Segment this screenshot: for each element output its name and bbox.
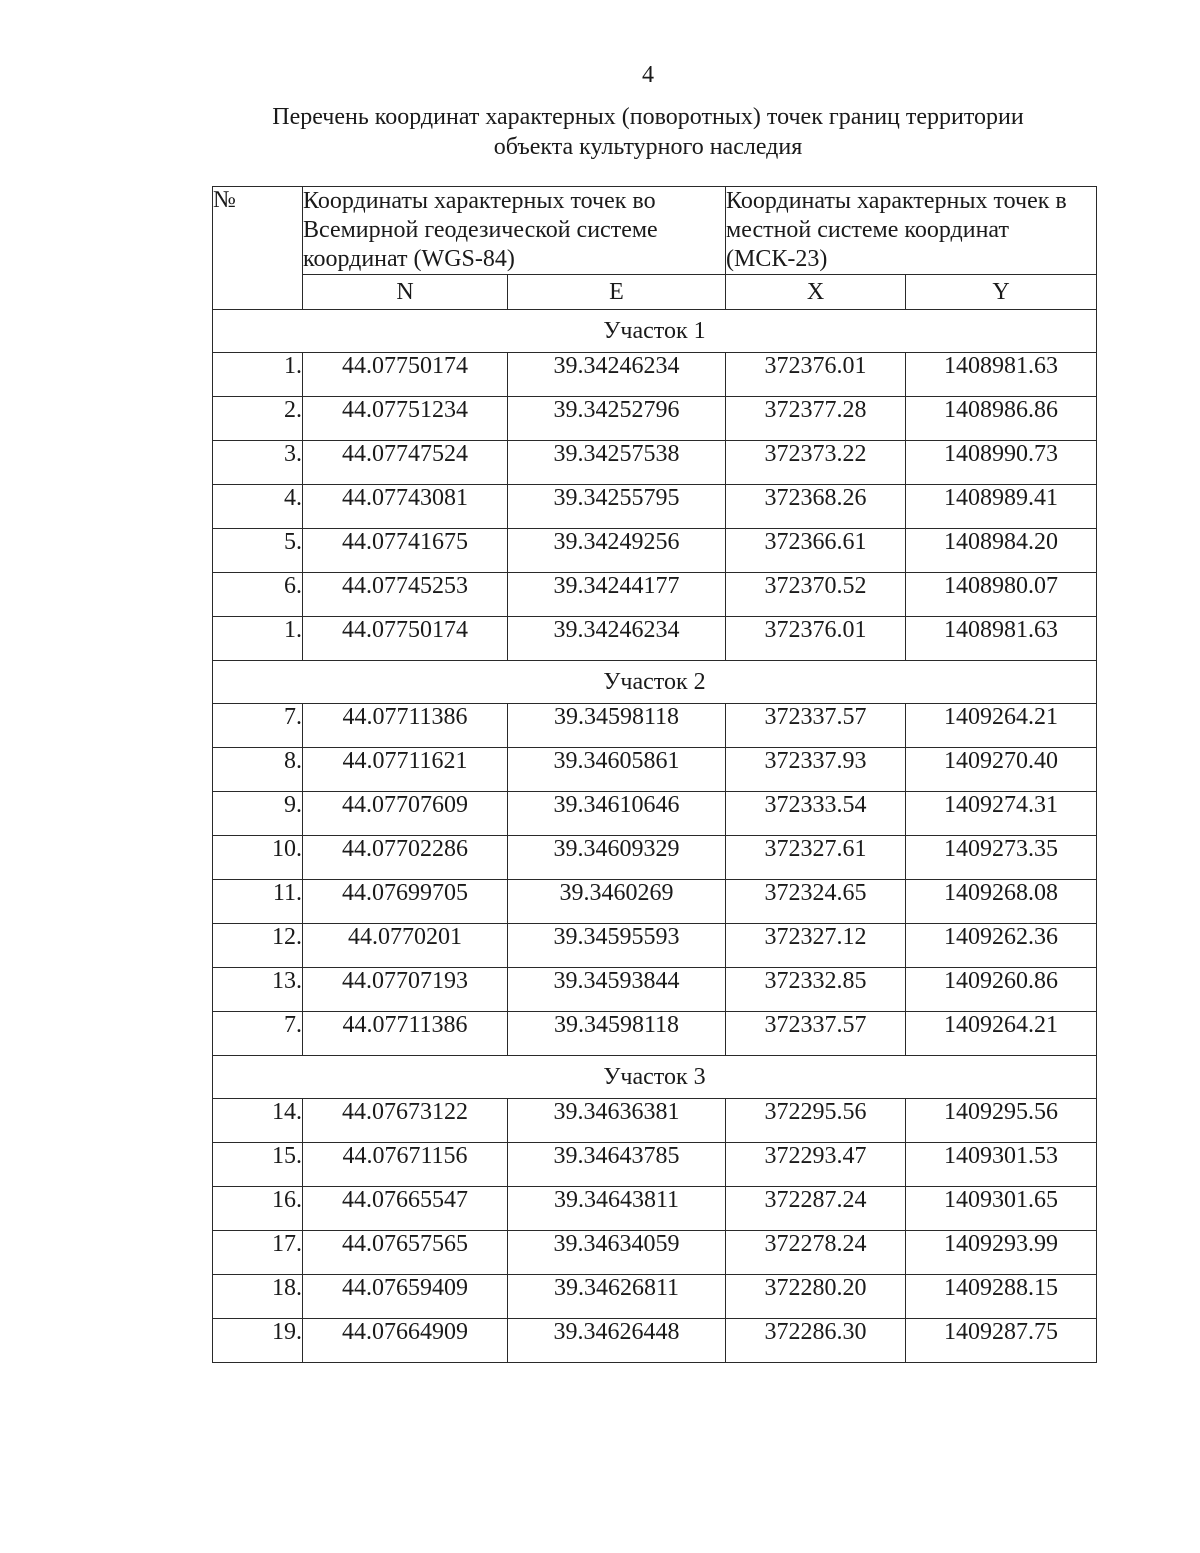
wgs-n-value: 44.07751234	[303, 397, 508, 441]
wgs-n-value: 44.07673122	[303, 1099, 508, 1143]
wgs-n-value: 44.07743081	[303, 485, 508, 529]
table-row	[213, 704, 1097, 748]
table-row	[213, 353, 1097, 397]
table-row	[213, 529, 1097, 573]
section-title: Участок 3	[213, 1056, 1097, 1099]
wgs-n-value: 44.07664909	[303, 1319, 508, 1363]
wgs-e-value: 39.34244177	[508, 573, 726, 617]
point-number: 11.	[213, 880, 303, 924]
wgs-n-value: 44.07711386	[303, 704, 508, 748]
table-row	[213, 748, 1097, 792]
wgs-e-value: 39.34610646	[508, 792, 726, 836]
point-number: 9.	[213, 792, 303, 836]
wgs-e-value: 39.34636381	[508, 1099, 726, 1143]
section-title: Участок 1	[213, 310, 1097, 353]
wgs-n-value: 44.07659409	[303, 1275, 508, 1319]
msk-y-value: 1409260.86	[906, 968, 1097, 1012]
section-row	[213, 1056, 1097, 1099]
point-number: 18.	[213, 1275, 303, 1319]
msk-y-value: 1409301.65	[906, 1187, 1097, 1231]
wgs-n-value: 44.07711386	[303, 1012, 508, 1056]
table-row	[213, 617, 1097, 661]
wgs-n-value: 44.07707609	[303, 792, 508, 836]
table-row	[213, 1319, 1097, 1363]
msk-x-value: 372377.28	[726, 397, 906, 441]
wgs-e-value: 39.34634059	[508, 1231, 726, 1275]
point-number: 8.	[213, 748, 303, 792]
table-row	[213, 1275, 1097, 1319]
msk-y-value: 1408980.07	[906, 573, 1097, 617]
wgs-e-value: 39.34626811	[508, 1275, 726, 1319]
msk-y-value: 1409301.53	[906, 1143, 1097, 1187]
wgs-e-value: 39.34609329	[508, 836, 726, 880]
wgs-e-value: 39.34598118	[508, 1012, 726, 1056]
table-row	[213, 441, 1097, 485]
document-title	[200, 102, 1096, 162]
msk-y-value: 1408989.41	[906, 485, 1097, 529]
column-group-wgs84: Координаты характерных точек во Всемирной геодезической системе координат (WGS-84)	[303, 187, 726, 275]
msk-y-value: 1409273.35	[906, 836, 1097, 880]
point-number: 10.	[213, 836, 303, 880]
wgs-e-value: 39.34257538	[508, 441, 726, 485]
column-header-x: X	[726, 275, 906, 310]
table-row	[213, 1187, 1097, 1231]
msk-x-value: 372366.61	[726, 529, 906, 573]
msk-x-value: 372293.47	[726, 1143, 906, 1187]
wgs-n-value: 44.07671156	[303, 1143, 508, 1187]
msk-y-value: 1408981.63	[906, 353, 1097, 397]
column-group-msk23: Координаты характерных точек в местной системе координат (МСК-23)	[726, 187, 1097, 275]
point-number: 12.	[213, 924, 303, 968]
msk-x-value: 372376.01	[726, 353, 906, 397]
msk-x-value: 372324.65	[726, 880, 906, 924]
msk-x-value: 372370.52	[726, 573, 906, 617]
msk-x-value: 372286.30	[726, 1319, 906, 1363]
section-row	[213, 661, 1097, 704]
msk-x-value: 372337.57	[726, 1012, 906, 1056]
table-row	[213, 968, 1097, 1012]
msk-x-value: 372278.24	[726, 1231, 906, 1275]
wgs-e-value: 39.34605861	[508, 748, 726, 792]
wgs-n-value: 44.07665547	[303, 1187, 508, 1231]
wgs-n-value: 44.0770201	[303, 924, 508, 968]
table-row	[213, 1143, 1097, 1187]
wgs-e-value: 39.34246234	[508, 353, 726, 397]
title-line-1: Перечень координат характерных (поворотных) точек границ территории	[272, 104, 1024, 130]
header-row-axes	[213, 275, 1097, 310]
msk-y-value: 1409287.75	[906, 1319, 1097, 1363]
column-header-number: №	[213, 187, 303, 310]
column-header-y: Y	[906, 275, 1097, 310]
table-row	[213, 573, 1097, 617]
wgs-e-value: 39.34643811	[508, 1187, 726, 1231]
msk-y-value: 1408990.73	[906, 441, 1097, 485]
msk-x-value: 372280.20	[726, 1275, 906, 1319]
msk-x-value: 372333.54	[726, 792, 906, 836]
msk-y-value: 1409295.56	[906, 1099, 1097, 1143]
header-row-groups	[213, 187, 1097, 275]
column-header-e: E	[508, 275, 726, 310]
table-body	[213, 310, 1097, 1363]
wgs-e-value: 39.34643785	[508, 1143, 726, 1187]
msk-x-value: 372376.01	[726, 617, 906, 661]
wgs-e-value: 39.34593844	[508, 968, 726, 1012]
section-row	[213, 310, 1097, 353]
wgs-e-value: 39.34595593	[508, 924, 726, 968]
msk-x-value: 372337.93	[726, 748, 906, 792]
wgs-n-value: 44.07741675	[303, 529, 508, 573]
point-number: 7.	[213, 1012, 303, 1056]
wgs-e-value: 39.34626448	[508, 1319, 726, 1363]
point-number: 6.	[213, 573, 303, 617]
point-number: 7.	[213, 704, 303, 748]
point-number: 13.	[213, 968, 303, 1012]
coordinates-table	[212, 186, 1097, 1363]
title-line-2: объекта культурного наследия	[493, 134, 803, 160]
column-header-n: N	[303, 275, 508, 310]
point-number: 17.	[213, 1231, 303, 1275]
msk-y-value: 1409288.15	[906, 1275, 1097, 1319]
point-number: 2.	[213, 397, 303, 441]
point-number: 1.	[213, 617, 303, 661]
msk-y-value: 1409274.31	[906, 792, 1097, 836]
msk-y-value: 1409270.40	[906, 748, 1097, 792]
point-number: 4.	[213, 485, 303, 529]
wgs-n-value: 44.07711621	[303, 748, 508, 792]
msk-x-value: 372337.57	[726, 704, 906, 748]
wgs-n-value: 44.07750174	[303, 617, 508, 661]
msk-y-value: 1408981.63	[906, 617, 1097, 661]
point-number: 3.	[213, 441, 303, 485]
table-row	[213, 397, 1097, 441]
wgs-e-value: 39.34246234	[508, 617, 726, 661]
msk-y-value: 1408986.86	[906, 397, 1097, 441]
point-number: 15.	[213, 1143, 303, 1187]
msk-y-value: 1409264.21	[906, 1012, 1097, 1056]
wgs-e-value: 39.34598118	[508, 704, 726, 748]
wgs-e-value: 39.3460269	[508, 880, 726, 924]
msk-y-value: 1409264.21	[906, 704, 1097, 748]
wgs-e-value: 39.34255795	[508, 485, 726, 529]
point-number: 5.	[213, 529, 303, 573]
table-row	[213, 836, 1097, 880]
table-row	[213, 792, 1097, 836]
point-number: 1.	[213, 353, 303, 397]
table-row	[213, 1099, 1097, 1143]
msk-y-value: 1409293.99	[906, 1231, 1097, 1275]
section-title: Участок 2	[213, 661, 1097, 704]
msk-y-value: 1409268.08	[906, 880, 1097, 924]
table-row	[213, 485, 1097, 529]
wgs-n-value: 44.07702286	[303, 836, 508, 880]
msk-x-value: 372368.26	[726, 485, 906, 529]
wgs-n-value: 44.07747524	[303, 441, 508, 485]
page-number: 4	[642, 62, 654, 88]
wgs-n-value: 44.07699705	[303, 880, 508, 924]
msk-x-value: 372327.12	[726, 924, 906, 968]
table-row	[213, 1231, 1097, 1275]
msk-y-value: 1409262.36	[906, 924, 1097, 968]
point-number: 14.	[213, 1099, 303, 1143]
msk-x-value: 372332.85	[726, 968, 906, 1012]
table-header	[213, 187, 1097, 310]
table-row	[213, 924, 1097, 968]
msk-x-value: 372287.24	[726, 1187, 906, 1231]
table-row	[213, 1012, 1097, 1056]
msk-x-value: 372373.22	[726, 441, 906, 485]
wgs-e-value: 39.34252796	[508, 397, 726, 441]
wgs-n-value: 44.07707193	[303, 968, 508, 1012]
wgs-e-value: 39.34249256	[508, 529, 726, 573]
msk-x-value: 372327.61	[726, 836, 906, 880]
point-number: 19.	[213, 1319, 303, 1363]
wgs-n-value: 44.07657565	[303, 1231, 508, 1275]
table-row	[213, 880, 1097, 924]
wgs-n-value: 44.07750174	[303, 353, 508, 397]
msk-x-value: 372295.56	[726, 1099, 906, 1143]
point-number: 16.	[213, 1187, 303, 1231]
wgs-n-value: 44.07745253	[303, 573, 508, 617]
msk-y-value: 1408984.20	[906, 529, 1097, 573]
